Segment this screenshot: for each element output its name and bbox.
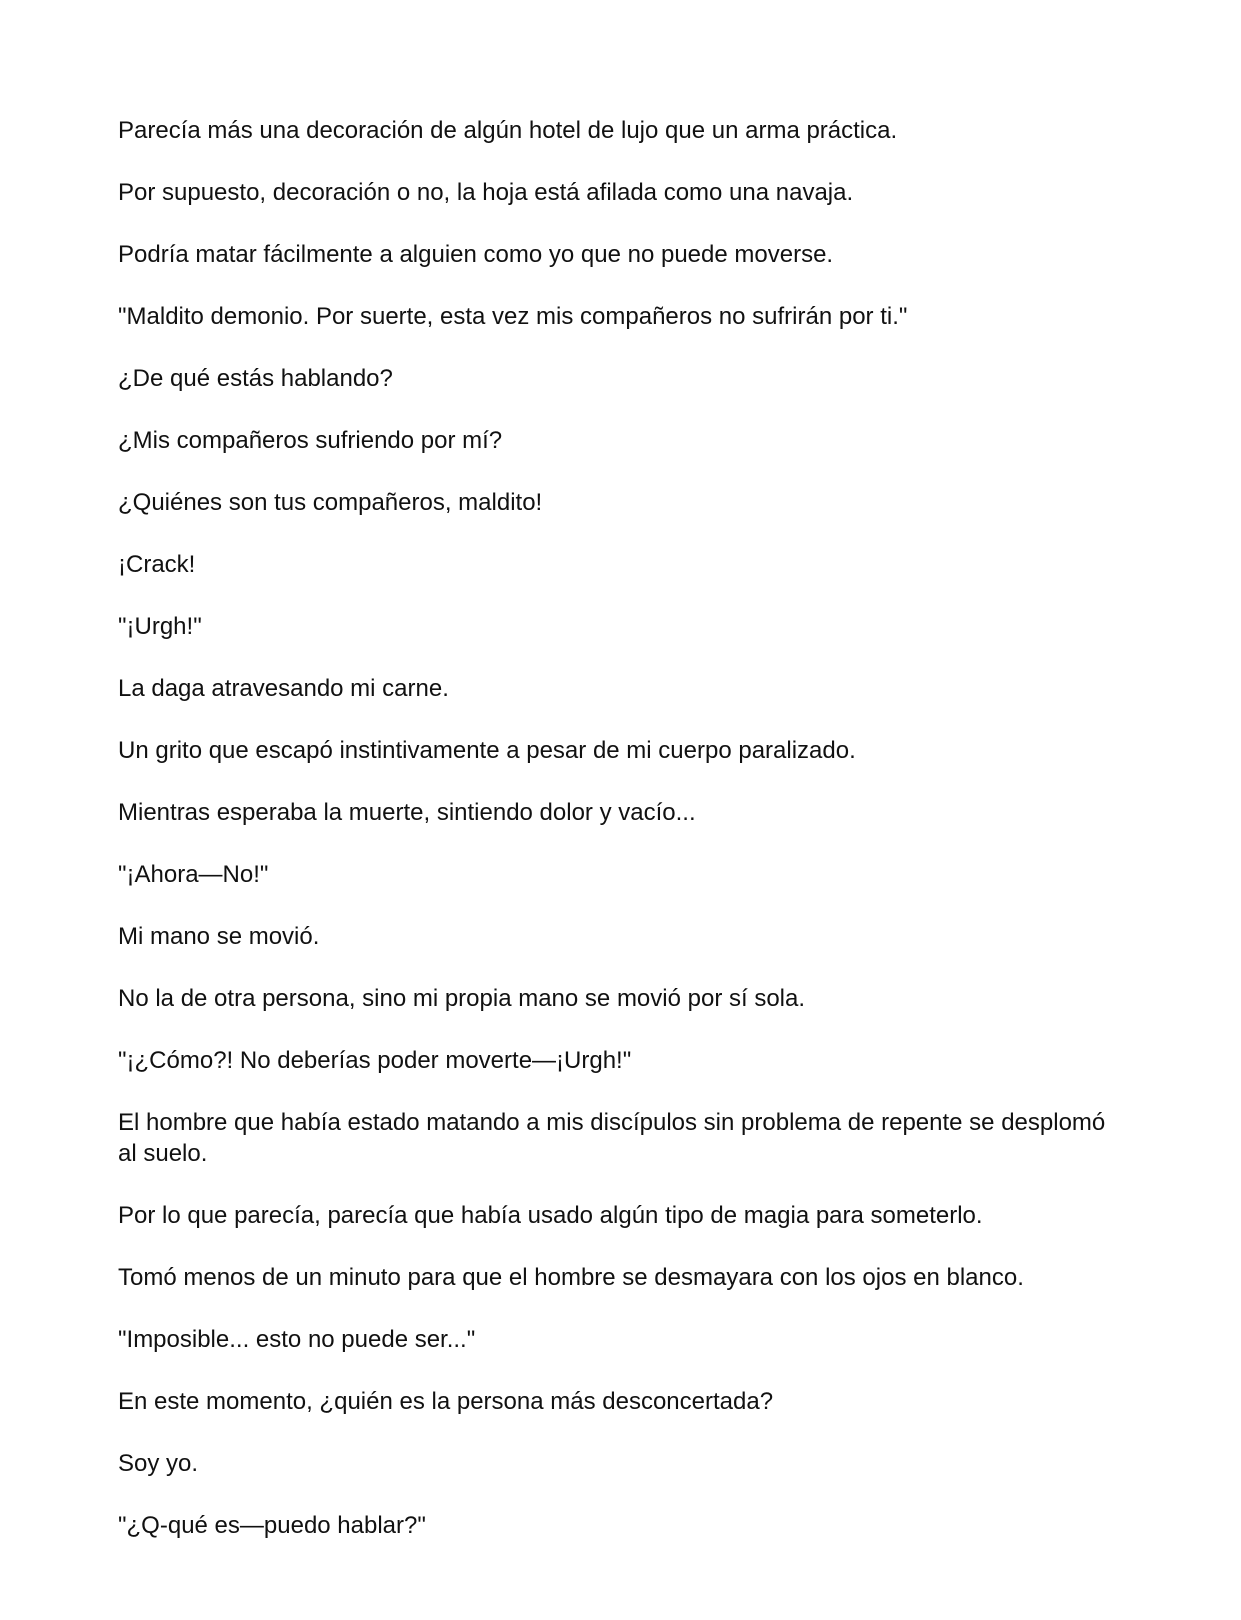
paragraph: "Imposible... esto no puede ser..."	[118, 1326, 476, 1353]
paragraph: En este momento, ¿quién es la persona más desconcertada?	[118, 1388, 774, 1415]
paragraph: Podría matar fácilmente a alguien como yo que no puede moverse.	[118, 241, 834, 268]
paragraph: No la de otra persona, sino mi propia mano se movió por sí sola.	[118, 985, 806, 1012]
paragraph: "¡Urgh!"	[118, 613, 202, 640]
paragraph: Mi mano se movió.	[118, 923, 320, 950]
paragraph: Mientras esperaba la muerte, sintiendo dolor y vacío...	[118, 799, 696, 826]
paragraph: ¿De qué estás hablando?	[118, 365, 393, 392]
paragraph: "¡¿Cómo?! No deberías poder moverte—¡Urgh!"	[118, 1047, 632, 1074]
paragraph: ¿Mis compañeros sufriendo por mí?	[118, 427, 503, 454]
paragraph: Por lo que parecía, parecía que había usado algún tipo de magia para someterlo.	[118, 1202, 983, 1229]
paragraph: Por supuesto, decoración o no, la hoja está afilada como una navaja.	[118, 179, 854, 206]
paragraph: El hombre que había estado matando a mis discípulos sin problema de repente se desplomó al suelo.	[118, 1109, 1106, 1167]
paragraph: ¿Quiénes son tus compañeros, maldito!	[118, 489, 543, 516]
paragraph: ¡Crack!	[118, 551, 196, 578]
paragraph: Parecía más una decoración de algún hotel de lujo que un arma práctica.	[118, 117, 898, 144]
paragraph: Tomó menos de un minuto para que el hombre se desmayara con los ojos en blanco.	[118, 1264, 1024, 1291]
paragraph: "Maldito demonio. Por suerte, esta vez mis compañeros no sufrirán por ti."	[118, 303, 908, 330]
paragraph: "¡Ahora—No!"	[118, 861, 269, 888]
paragraph: La daga atravesando mi carne.	[118, 675, 449, 702]
document-body	[118, 115, 1128, 1572]
paragraph: Soy yo.	[118, 1450, 199, 1477]
paragraph: "¿Q-qué es—puedo hablar?"	[118, 1512, 426, 1539]
paragraph: Un grito que escapó instintivamente a pesar de mi cuerpo paralizado.	[118, 737, 856, 764]
